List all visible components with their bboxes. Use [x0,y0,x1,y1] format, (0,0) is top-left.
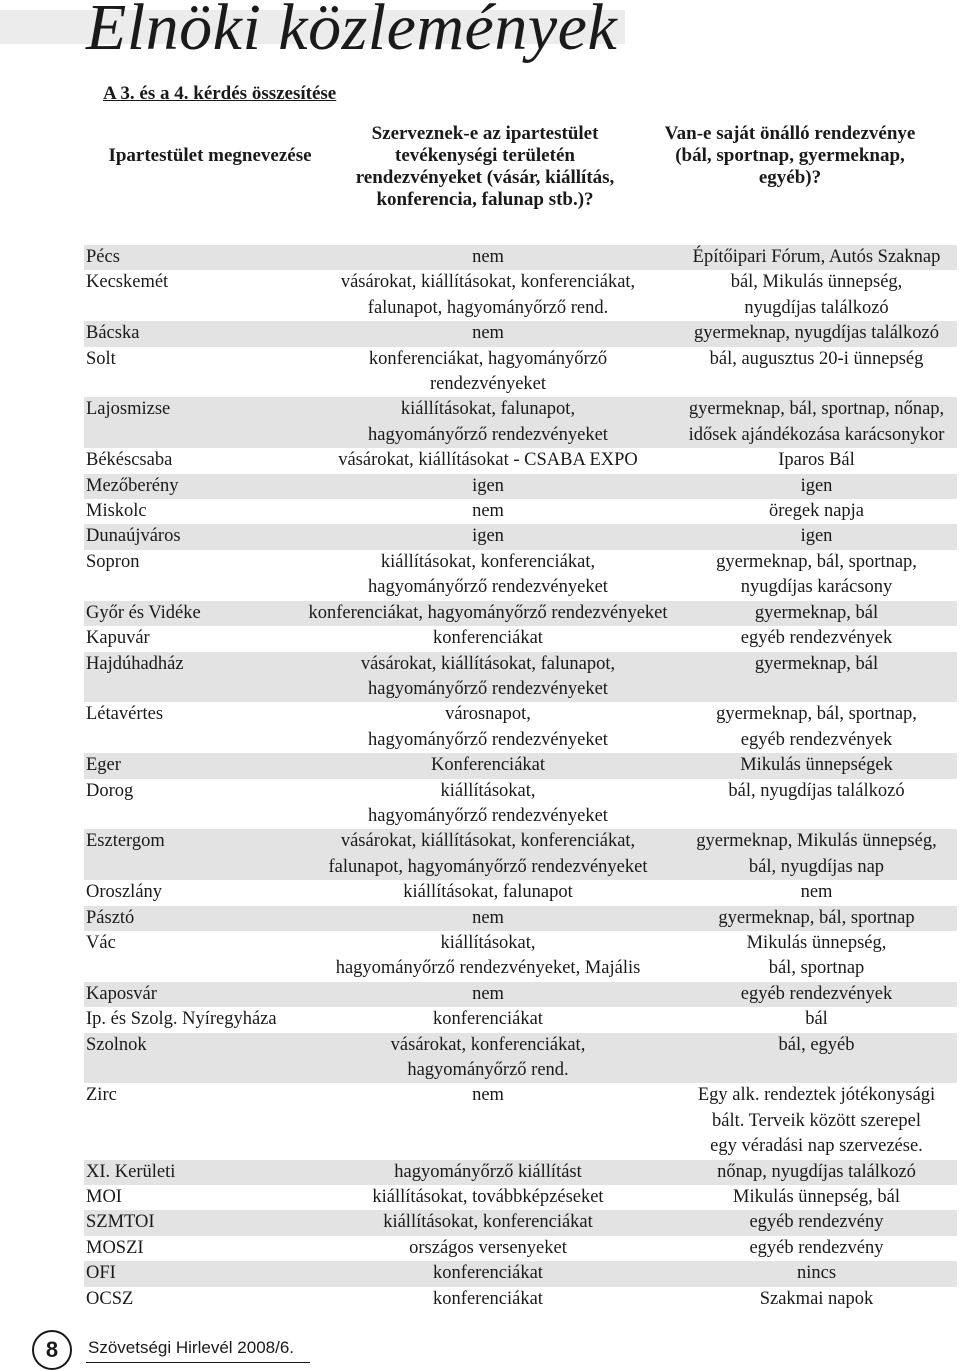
cell-own-events [676,245,957,270]
table-row [84,474,957,499]
cell-own-events [676,524,957,549]
text-line: gyermeknap, bál, sportnap, [716,704,917,725]
text-line: Kapuvár [86,628,150,649]
cell-name [84,347,300,398]
text-line: Van-e saját önálló rendezvénye [664,123,916,144]
cell-own-events [676,1033,957,1084]
text-line: OCSZ [86,1288,134,1309]
text-line: Egy alk. rendeztek jótékonysági [697,1085,936,1106]
text-line: nyugdíjas karácsony [740,577,893,598]
cell-own-events [676,601,957,626]
text-line: Pásztó [86,907,135,928]
cell-events [300,1261,676,1286]
table-row [84,245,957,270]
table-row [84,829,957,880]
cell-name [84,524,300,549]
cell-name [84,982,300,1007]
cell-events [300,880,676,905]
table-row [84,1033,957,1084]
text-line: városnapot, [445,704,531,725]
text-line: Létavértes [86,704,164,725]
text-line: kiállításokat, konferenciákat [383,1212,593,1233]
column-header-events [330,123,640,211]
text-line: Oroszlány [86,882,163,903]
text-line: vásárokat, kiállításokat, falunapot, [360,653,616,674]
text-line: konferenciákat [433,1009,543,1030]
table-row [84,524,957,549]
cell-events [300,652,676,703]
cell-events [300,474,676,499]
text-line: Ipartestület megnevezése [108,145,312,166]
cell-own-events [676,880,957,905]
cell-events [300,347,676,398]
text-line: Békéscsaba [86,450,173,471]
cell-name [84,1160,300,1185]
table-row [84,931,957,982]
cell-events [300,753,676,778]
cell-events [300,1210,676,1235]
table-row [84,906,957,931]
cell-events [300,1083,676,1159]
cell-own-events [676,550,957,601]
text-line: Kaposvár [86,983,157,1004]
text-line: vásárokat, konferenciákat, [390,1034,586,1055]
text-line: falunapot, hagyományőrző rend. [367,297,609,318]
text-line: Dorog [86,780,134,801]
table-row [84,321,957,346]
cell-name [84,550,300,601]
text-line: konferencia, falunap stb.)? [376,189,594,210]
table-row [84,1185,957,1210]
text-line: Mezőberény [86,475,179,496]
cell-name [84,779,300,830]
text-line: nincs [796,1263,837,1284]
text-line: tevékenységi területén [395,145,575,166]
cell-own-events [676,1185,957,1210]
text-line: vásárokat, kiállításokat, konferenciákat, [340,272,636,293]
text-line: nőnap, nyugdíjas találkozó [717,1161,916,1182]
cell-events [300,626,676,651]
text-line: gyermeknap, bál, sportnap [718,907,915,928]
text-line: kiállításokat, falunapot [403,882,573,903]
cell-events [300,245,676,270]
column-header-name [90,145,330,167]
cell-name [84,931,300,982]
text-line: Ip. és Szolg. Nyíregyháza [86,1009,277,1030]
text-line: bál, augusztus 20-i ünnepség [709,348,924,369]
table-row [84,499,957,524]
text-line: egyéb)? [758,167,822,188]
cell-events [300,550,676,601]
text-line: hagyományőrző kiállítást [394,1161,582,1182]
text-line: Eger [86,755,121,776]
table-row [84,448,957,473]
text-line: konferenciákat, hagyományőrző [368,348,608,369]
text-line: konferenciákat, hagyományőrző rendezvényeket [308,602,668,623]
table-row [84,1007,957,1032]
text-line: hagyományőrző rendezvényeket [368,424,608,445]
table-row [84,397,957,448]
text-line: gyermeknap, bál, sportnap, nőnap, [688,399,945,420]
text-line: egyéb rendezvény [749,1237,884,1258]
cell-name [84,1033,300,1084]
text-line: OFI [86,1263,116,1284]
text-line: falunapot, hagyományőrző rendezvényeket [328,856,648,877]
cell-name [84,270,300,321]
cell-name [84,702,300,753]
cell-own-events [676,270,957,321]
text-line: bál, Mikulás ünnepség, [730,272,903,293]
cell-events [300,1007,676,1032]
table-row [84,702,957,753]
text-line: kiállításokat, falunapot, [400,399,576,420]
cell-events [300,931,676,982]
table-row [84,601,957,626]
text-line: nem [800,882,833,903]
text-line: Esztergom [86,831,165,852]
cell-name [84,474,300,499]
cell-name [84,499,300,524]
text-line: egyéb rendezvények [740,729,893,750]
text-line: Miskolc [86,501,147,522]
cell-events [300,601,676,626]
cell-own-events [676,347,957,398]
text-line: Konferenciákat [430,755,546,776]
cell-events [300,702,676,753]
text-line: Pécs [86,247,120,267]
text-line: Lajosmizse [86,399,171,420]
cell-own-events [676,1210,957,1235]
table-row [84,1287,957,1312]
footer-publication: Szövetségi Hirlevél 2008/6. [88,1338,295,1357]
cell-own-events [676,753,957,778]
text-line: Mikulás ünnepség, [746,932,887,953]
text-line: Építőipari Fórum, Autós Szaknap [692,247,941,267]
table-row [84,1083,957,1159]
text-line: XI. Kerületi [86,1161,176,1182]
cell-name [84,245,300,270]
cell-own-events [676,397,957,448]
text-line: öregek napja [768,501,865,522]
text-line: nem [472,983,504,1004]
text-line: hagyományőrző rendezvényeket [368,729,608,750]
cell-events [300,1185,676,1210]
table-row [84,1236,957,1261]
text-line: Szerveznek-e az ipartestület [371,123,599,144]
text-line: bál, nyugdíjas találkozó [728,780,905,801]
table-row [84,779,957,830]
cell-events [300,321,676,346]
cell-own-events [676,626,957,651]
text-line: Vác [86,932,116,953]
cell-events [300,779,676,830]
cell-name [84,1210,300,1235]
cell-events [300,448,676,473]
text-line: Kecskemét [86,272,169,293]
cell-own-events [676,1261,957,1286]
cell-events [300,1160,676,1185]
text-line: gyermeknap, bál [754,653,879,674]
text-line: kiállításokat, konferenciákat, [380,551,596,572]
text-line: nem [472,1085,504,1106]
text-line: Mikulás ünnepség, bál [733,1187,900,1208]
table-row [84,1210,957,1235]
cell-name [84,321,300,346]
text-line: konferenciákat [433,1288,543,1309]
text-line: bál [805,1009,828,1030]
text-line: gyermeknap, bál [754,602,879,623]
text-line: kiállításokat, továbbképzéseket [372,1187,604,1208]
footer-rule [86,1362,310,1363]
text-line: gyermeknap, nyugdíjas találkozó [693,323,940,344]
cell-events [300,1236,676,1261]
text-line: (bál, sportnap, gyermeknap, [675,145,905,166]
cell-name [84,1185,300,1210]
text-line: bál, nyugdíjas nap [748,856,885,877]
text-line: Sopron [86,551,140,572]
table-row [84,270,957,321]
text-line: Mikulás ünnepségek [740,755,893,776]
table-row [84,982,957,1007]
text-line: nem [472,247,504,267]
text-line: hagyományőrző rend. [407,1060,569,1080]
cell-events [300,499,676,524]
cell-own-events [676,906,957,931]
text-line: vásárokat, kiállításokat, konferenciákat, [340,831,636,852]
cell-name [84,448,300,473]
text-line: egy véradási nap szervezése. [710,1136,923,1157]
text-line: idősek ajándékozása karácsonykor [688,424,945,445]
cell-name [84,1236,300,1261]
table-row [84,550,957,601]
page-title: Elnöki közlemények [86,0,618,64]
cell-own-events [676,499,957,524]
cell-name [84,1261,300,1286]
text-line: hagyományőrző rendezvényeket [368,805,608,826]
cell-name [84,652,300,703]
text-line: igen [800,475,833,496]
cell-events [300,270,676,321]
table-row [84,1261,957,1286]
cell-own-events [676,982,957,1007]
text-line: nyugdíjas találkozó [744,297,889,318]
cell-events [300,906,676,931]
text-line: Zirc [86,1085,117,1106]
table-row [84,626,957,651]
text-line: SZMTOI [86,1212,155,1233]
text-line: Szakmai napok [759,1288,874,1309]
table-row [84,880,957,905]
cell-name [84,1007,300,1032]
text-line: Győr és Vidéke [86,602,201,623]
text-line: nem [472,323,504,344]
text-line: Solt [86,348,116,369]
text-line: Bácska [86,323,140,344]
cell-name [84,880,300,905]
text-line: hagyományőrző rendezvényeket, Majális [335,958,641,979]
text-line: rendezvényeket [429,374,547,395]
cell-own-events [676,448,957,473]
table-row [84,1160,957,1185]
cell-name [84,1287,300,1312]
text-line: igen [472,475,504,496]
cell-own-events [676,321,957,346]
text-line: igen [472,526,504,547]
cell-events [300,524,676,549]
cell-name [84,626,300,651]
cell-events [300,397,676,448]
column-header-own-events [640,123,940,189]
cell-name [84,829,300,880]
text-line: igen [800,526,833,547]
cell-own-events [676,1287,957,1312]
text-line: nem [472,501,504,522]
cell-own-events [676,1236,957,1261]
text-line: MOSZI [86,1237,144,1258]
cell-events [300,1033,676,1084]
text-line: kiállításokat, [440,932,536,953]
text-line: gyermeknap, bál, sportnap, [716,551,917,572]
text-line: egyéb rendezvények [740,983,893,1004]
table-row [84,347,957,398]
text-line: hagyományőrző rendezvényeket [368,678,608,699]
cell-name [84,753,300,778]
page-number: 8 [32,1330,72,1370]
text-line: bál, sportnap [768,958,865,979]
text-line: gyermeknap, Mikulás ünnepség, [696,831,937,852]
text-line: nem [472,907,504,928]
cell-own-events [676,931,957,982]
text-line: bált. Terveik között szerepel [712,1110,921,1131]
text-line: egyéb rendezvények [740,628,893,649]
text-line: Szolnok [86,1034,147,1055]
text-line: MOI [86,1187,122,1208]
text-line: bál, egyéb [778,1034,855,1055]
text-line: Hajdúhadház [86,653,184,674]
cell-own-events [676,652,957,703]
cell-own-events [676,1007,957,1032]
cell-own-events [676,474,957,499]
cell-own-events [676,1160,957,1185]
cell-events [300,1287,676,1312]
cell-events [300,982,676,1007]
text-line: konferenciákat [433,1263,543,1284]
text-line: egyéb rendezvény [749,1212,884,1233]
cell-name [84,906,300,931]
text-line: hagyományőrző rendezvényeket [368,577,608,598]
cell-name [84,397,300,448]
cell-name [84,601,300,626]
section-subtitle: A 3. és a 4. kérdés összesítése [103,83,337,104]
text-line: vásárokat, kiállításokat - CSABA EXPO [338,450,638,471]
text-line: országos versenyeket [409,1237,567,1258]
cell-own-events [676,829,957,880]
text-line: kiállításokat, [440,780,536,801]
text-line: Iparos Bál [778,450,855,471]
summary-table [84,245,957,1312]
text-line: rendezvényeket (vásár, kiállítás, [355,167,615,188]
table-row [84,753,957,778]
cell-events [300,829,676,880]
cell-own-events [676,779,957,830]
cell-own-events [676,702,957,753]
cell-name [84,1083,300,1159]
cell-own-events [676,1083,957,1159]
text-line: konferenciákat [433,628,543,649]
table-row [84,652,957,703]
text-line: Dunaújváros [86,526,181,547]
